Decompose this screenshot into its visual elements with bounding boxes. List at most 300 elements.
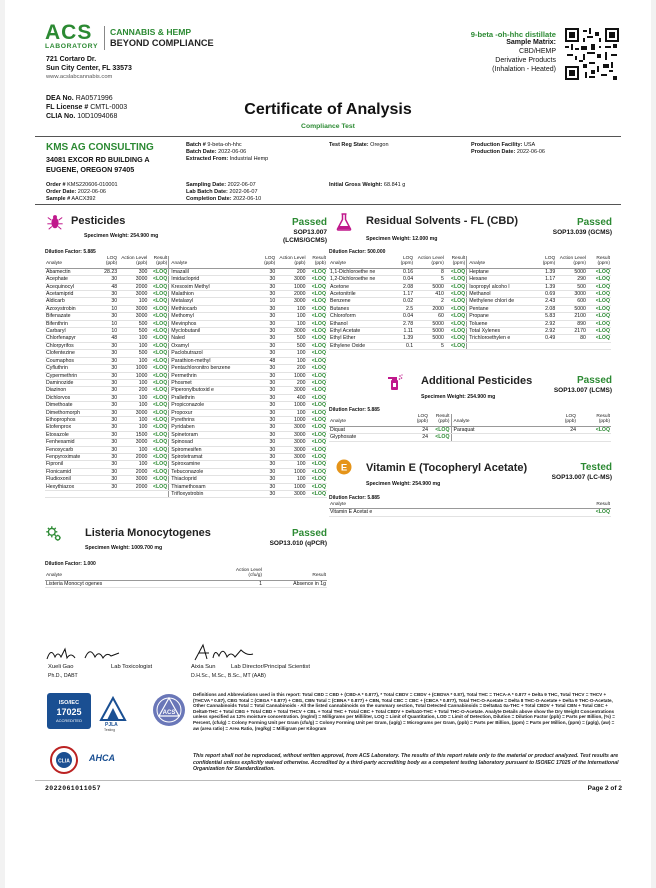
table-cell: 0.04 [388, 313, 414, 320]
table-cell: 30 [101, 394, 118, 401]
additional-weight: Specimen Weight: 254.900 mg [421, 394, 496, 400]
table-cell: Spinetoram [169, 431, 253, 438]
table-cell: 5.83 [530, 313, 556, 320]
client-name: KMS AG CONSULTING [46, 142, 154, 153]
table-cell: 30 [253, 402, 277, 409]
table-cell: 30 [253, 320, 277, 327]
table-row [329, 276, 611, 283]
table-cell: 2000 [118, 483, 148, 490]
pesticides-table [45, 256, 327, 498]
column-header: Result (ppb) [307, 256, 327, 268]
table-cell: <LOQ [569, 509, 611, 516]
table-cell: <LOQ [445, 313, 467, 320]
table-cell: <LOQ [307, 365, 327, 372]
table-cell: Isopropyl alcoho l [467, 283, 530, 290]
table-row [45, 580, 327, 587]
table-cell: <LOQ [307, 424, 327, 431]
table-cell: 30 [253, 476, 277, 483]
table-cell: 1000 [276, 402, 306, 409]
column-header: Analyte [467, 256, 530, 268]
table-cell: 30 [253, 439, 277, 446]
table-cell: 100 [276, 313, 306, 320]
vitamin-sop: SOP13.007 (LC-MS) [551, 474, 612, 481]
column-header: Analyte [169, 256, 253, 268]
table-cell: 100 [118, 342, 148, 349]
solvent-flask-icon [336, 213, 352, 231]
table-cell: 30 [101, 350, 118, 357]
table-cell: <LOQ [445, 291, 467, 298]
table-cell: <LOQ [445, 276, 467, 283]
vitamin-e-icon [336, 459, 352, 475]
table-cell: 3000 [276, 446, 306, 453]
table-row [45, 335, 327, 342]
table-cell: 290 [556, 276, 587, 283]
table-cell: 3000 [276, 453, 306, 460]
table-cell: 1000 [276, 468, 306, 475]
pesticides-weight: Specimen Weight: 254.900 mg [84, 233, 159, 239]
lab-address-2: Sun City Center, FL 33573 [46, 65, 132, 72]
table-row [45, 476, 327, 483]
table-cell: 100 [276, 409, 306, 416]
table-cell: 30 [101, 461, 118, 468]
table-cell: 1,1-Dichloroethe ne [329, 268, 388, 275]
table-cell: 28.23 [101, 268, 118, 275]
table-cell: <LOQ [148, 372, 168, 379]
table-cell: 30 [101, 372, 118, 379]
table-cell: <LOQ [148, 350, 168, 357]
column-header: Result [569, 502, 611, 509]
table-cell: 30 [101, 402, 118, 409]
table-cell: <LOQ [307, 483, 327, 490]
table-cell: 8 [414, 268, 445, 275]
table-cell: <LOQ [148, 387, 168, 394]
table-cell: Piperonylbutoxid e [169, 387, 253, 394]
table-cell: 30 [101, 431, 118, 438]
table-cell: 3000 [276, 431, 306, 438]
table-cell: Metalaxyl [169, 298, 253, 305]
table-cell: 2.43 [530, 298, 556, 305]
table-cell: <LOQ [148, 268, 168, 275]
pjla-sub: Testing [104, 728, 116, 732]
table-cell: Spinosad [169, 439, 253, 446]
definitions-text: Definitions and Abbreviations used in this report: Total CBD = CBD + (CBD-A * 0.877), * Total CBDV = CBDV + (CBDVA * 0.87), Total THC = THCA-A * 0.877 + Delta 9 THC, Total THCV = THCV + (THCVA * 0.87), CBG Total = (CBGA * 0.877) + CBG, CBN Total = (CBNA * 0.877) + CBN, Total CBC = CBC + (CBCA * 0.877), Total THC-O-Acetate = Delta 8 THC-O-Acetate + Delta 9 THC-O-Acetate, Other Cannabinoids Total = Total Cannabinoids - All the listed cannabinoids on the summary section, Total Detected Cannabinoids = Delta8a1 0a-THC + Total CBDV + Total CBN + Total CBC + Delta8-THC + Total CBG + Total CBD + Total THCV + CBL + Total THC + Total CBC + Total CBDV + Delta10-THC + Total THC-O-Acetate. Analyte Details above show the Dry Weight Concentrations unless specified as 12% moisture concentration. (mg/ml) = Milligrams per Milliliter, LOQ = Limit of Quantitation, LOD = Limit of Detection, Dilution = Dilution Factor (ppb) = Parts per Billion, (%) = Percent, (cfu/g) = Colony Forming Unit per Gram (cfu/g) = Colony Forming Unit per Gram, (ug/g) = Micrograms per Gram, (ppb) = Parts per Billion, (ppm) = Parts per Million, (ppm) = (µg/g), (aw) = aw (area ratio) = Area Ratio, (mg/kg) = Milligram per Kilogram [193, 692, 615, 731]
column-header: LOQ (ppm) [530, 256, 556, 268]
table-cell: <LOQ [307, 291, 327, 298]
tagline-1: CANNABIS & HEMP [110, 27, 192, 37]
table-cell: <LOQ [148, 409, 168, 416]
table-cell: <LOQ [148, 305, 168, 312]
sample-matrix-2: Derivative Products [495, 57, 556, 64]
sample-matrix-label: Sample Matrix: [506, 39, 556, 46]
table-cell: Acetone [329, 283, 388, 290]
table-cell: <LOQ [148, 379, 168, 386]
table-cell: Heptane [467, 268, 530, 275]
table-cell: Aldicarb [45, 298, 101, 305]
table-cell: Malathion [169, 291, 253, 298]
table-row [329, 313, 611, 320]
table-cell: 1.39 [530, 268, 556, 275]
table-cell: 5000 [556, 268, 587, 275]
table-cell: Tebuconazole [169, 468, 253, 475]
test-reg-state: Test Reg State: Oregon [329, 142, 389, 148]
table-cell: <LOQ [148, 416, 168, 423]
table-cell: 48 [253, 357, 277, 364]
table-cell: 1,2-Dichloroethe ne [329, 276, 388, 283]
lab-website: www.acslabcannabis.com [46, 74, 113, 80]
table-cell: 500 [276, 342, 306, 349]
table-row [329, 320, 611, 327]
table-cell [577, 434, 611, 441]
table-cell: 48 [101, 283, 118, 290]
additional-dilution: Dilution Factor: 5.885 [329, 407, 380, 413]
table-row [329, 305, 611, 312]
table-cell: <LOQ [148, 357, 168, 364]
table-cell: 2.08 [530, 305, 556, 312]
table-cell: 30 [253, 276, 277, 283]
table-cell: 30 [253, 431, 277, 438]
client-address-1: 34081 EXCOR RD BUILDING A [46, 155, 150, 164]
table-cell: Pyrethrins [169, 416, 253, 423]
client-rule [35, 204, 621, 205]
table-row [45, 298, 327, 305]
table-cell: Myclobutanil [169, 328, 253, 335]
fl-license: FL License # CMTL-0003 [46, 104, 128, 111]
table-cell: <LOQ [148, 298, 168, 305]
column-header: Analyte [329, 502, 569, 509]
table-cell: <LOQ [587, 291, 611, 298]
table-cell: Fipronil [45, 461, 101, 468]
table-cell: 3000 [118, 439, 148, 446]
table-cell: 100 [276, 357, 306, 364]
table-cell: Ethyl Ether [329, 335, 388, 342]
footer-rule [35, 780, 621, 781]
table-cell: <LOQ [307, 298, 327, 305]
table-row [329, 434, 611, 441]
table-cell: 30 [253, 461, 277, 468]
table-cell: <LOQ [307, 379, 327, 386]
table-cell: <LOQ [307, 446, 327, 453]
table-cell: Flonicamid [45, 468, 101, 475]
table-cell: 30 [253, 268, 277, 275]
table-row [45, 416, 327, 423]
table-cell: 30 [101, 365, 118, 372]
table-cell: 30 [101, 446, 118, 453]
table-cell: <LOQ [148, 291, 168, 298]
column-header: LOQ (ppm) [388, 256, 414, 268]
signer-2-name: Aixia Sun [191, 664, 216, 670]
table-cell: Diquat [329, 426, 407, 433]
table-cell: <LOQ [445, 342, 467, 349]
table-cell: Spiromesifen [169, 446, 253, 453]
table-cell: Pentane [467, 305, 530, 312]
pesticides-status: Passed [291, 217, 327, 228]
table-cell: 200 [276, 268, 306, 275]
sample-matrix-3: (Inhalation - Heated) [492, 66, 556, 73]
table-cell: 30 [253, 387, 277, 394]
column-header: LOQ (ppb) [253, 256, 277, 268]
table-cell: Fenhexamid [45, 439, 101, 446]
table-cell: Bifenthrin [45, 320, 101, 327]
table-cell: Kresoxim Methyl [169, 283, 253, 290]
sampling-date: Sampling Date: 2022-06-07 [186, 182, 256, 188]
table-cell: Parathion-methyl [169, 357, 253, 364]
table-cell: 1000 [276, 372, 306, 379]
table-cell: Propiconazole [169, 402, 253, 409]
column-header: Result [263, 568, 327, 580]
table-row [45, 439, 327, 446]
table-row [329, 335, 611, 342]
table-cell: Glyphosate [329, 434, 407, 441]
table-cell: 30 [101, 416, 118, 423]
table-cell: 10 [101, 328, 118, 335]
table-cell [101, 491, 118, 498]
table-cell: Thiamethoxam [169, 483, 253, 490]
logo-divider [104, 26, 105, 50]
column-header: LOQ (ppb) [101, 256, 118, 268]
table-cell: <LOQ [307, 461, 327, 468]
qr-code [565, 28, 619, 80]
table-cell: Ethoprophos [45, 416, 101, 423]
table-cell: <LOQ [148, 342, 168, 349]
table-cell: 30 [101, 313, 118, 320]
table-cell: Daminozide [45, 379, 101, 386]
table-cell: 1.39 [388, 335, 414, 342]
table-cell: 30 [101, 387, 118, 394]
table-cell: 1500 [118, 431, 148, 438]
table-cell: Acetamiprid [45, 291, 101, 298]
table-cell: 100 [118, 446, 148, 453]
disclaimer-text: This report shall not be reproduced, without written approval, from ACS Laboratory. The results of this report relate only to the material or product analyzed. Test results are confidential unless explicitly waived otherwise. Accredited by a third-party accrediting body as a competent testing laboratory pursuant to ISO/IEC 17025 of the International Organization for Standardization. [193, 753, 619, 773]
table-cell: Chloroform [329, 313, 388, 320]
table-cell: Ethyl Acetate [329, 328, 388, 335]
table-cell: <LOQ [307, 283, 327, 290]
table-cell: Diazinon [45, 387, 101, 394]
table-row [329, 328, 611, 335]
table-cell: Oxamyl [169, 342, 253, 349]
table-cell: Prallethrin [169, 394, 253, 401]
acs-logo-subtitle: LABORATORY [45, 43, 99, 50]
table-row [45, 365, 327, 372]
signer-1-role: Lab Toxicologist [111, 664, 153, 670]
table-cell [537, 434, 577, 441]
table-cell: 30 [253, 394, 277, 401]
table-cell: 2.5 [388, 305, 414, 312]
table-cell: 10 [101, 320, 118, 327]
table-cell: 30 [101, 453, 118, 460]
table-cell: Cypermethrin [45, 372, 101, 379]
listeria-gear-icon [45, 525, 62, 542]
table-cell: 0.69 [530, 291, 556, 298]
table-cell: Thiacloprid [169, 476, 253, 483]
signer-2-cred: D.H.Sc., M.Sc., B.Sc., MT (AAB) [191, 673, 266, 679]
table-cell: 30 [253, 305, 277, 312]
table-cell: <LOQ [307, 476, 327, 483]
table-row [329, 298, 611, 305]
table-cell: 30 [253, 491, 277, 498]
table-cell: 3000 [118, 313, 148, 320]
table-cell: Bifenazate [45, 313, 101, 320]
table-cell: <LOQ [587, 320, 611, 327]
table-row [45, 305, 327, 312]
table-cell: <LOQ [307, 431, 327, 438]
page-number: Page 2 of 2 [587, 785, 622, 792]
column-header: Result (ppb) [148, 256, 168, 268]
table-cell: 100 [276, 320, 306, 327]
table-row [45, 276, 327, 283]
signature-1 [45, 643, 155, 665]
table-cell: 30 [101, 357, 118, 364]
table-cell: Etoxazole [45, 431, 101, 438]
table-cell: 2000 [118, 283, 148, 290]
table-cell: Acephate [45, 276, 101, 283]
table-cell: 1000 [276, 483, 306, 490]
table-cell: 300 [118, 268, 148, 275]
table-cell: <LOQ [587, 298, 611, 305]
table-cell: 24 [407, 434, 429, 441]
solvents-weight: Specimen Weight: 12.000 mg [366, 236, 438, 242]
table-cell: 30 [101, 424, 118, 431]
table-cell: <LOQ [148, 328, 168, 335]
additional-sop: SOP13.007 (LCMS) [553, 387, 612, 394]
table-cell: 3000 [276, 328, 306, 335]
table-cell: <LOQ [148, 424, 168, 431]
table-cell: 10 [253, 298, 277, 305]
table-cell: 100 [118, 461, 148, 468]
table-cell: Pentachloronitro benzene [169, 365, 253, 372]
table-cell: 3000 [118, 409, 148, 416]
table-cell [556, 342, 587, 349]
column-header: Result (ppm) [445, 256, 467, 268]
table-cell: 3000 [276, 424, 306, 431]
sample-matrix-1: CBD/HEMP [519, 48, 556, 55]
table-cell: Propane [467, 313, 530, 320]
table-cell: <LOQ [307, 268, 327, 275]
table-cell: 30 [253, 283, 277, 290]
table-row [45, 320, 327, 327]
table-cell: 2.08 [388, 283, 414, 290]
table-cell: Coumaphos [45, 357, 101, 364]
table-cell: <LOQ [307, 357, 327, 364]
client-address-2: EUGENE, OREGON 97405 [46, 165, 135, 174]
table-cell: 100 [118, 424, 148, 431]
table-cell: Methylene chlori de [467, 298, 530, 305]
table-cell [467, 342, 530, 349]
column-header: Result (ppm) [587, 256, 611, 268]
table-cell: Azoxystrobin [45, 305, 101, 312]
order-date: Order Date: 2022-06-06 [46, 189, 106, 195]
table-cell: 100 [118, 357, 148, 364]
acs-logo: ACS [45, 21, 93, 44]
table-cell: 3000 [118, 305, 148, 312]
table-cell: 0.49 [530, 335, 556, 342]
svg-text:ACS: ACS [162, 710, 176, 716]
column-header: Analyte [45, 256, 101, 268]
table-row [45, 453, 327, 460]
table-cell: Phosmet [169, 379, 253, 386]
table-cell: Benzene [329, 298, 388, 305]
listeria-title: Listeria Monocytogenes [85, 527, 211, 539]
table-cell: 100 [118, 402, 148, 409]
table-cell: 3000 [118, 276, 148, 283]
table-row [45, 357, 327, 364]
table-cell: 1 [203, 580, 263, 587]
table-row [329, 283, 611, 290]
table-row [45, 379, 327, 386]
table-cell: 3000 [276, 298, 306, 305]
table-cell: 30 [101, 298, 118, 305]
table-row [45, 446, 327, 453]
table-row [45, 313, 327, 320]
table-cell: 500 [118, 320, 148, 327]
table-cell: <LOQ [587, 313, 611, 320]
table-cell: 30 [253, 468, 277, 475]
table-cell: Fenpyroximate [45, 453, 101, 460]
additional-table [329, 414, 611, 442]
table-cell: 80 [556, 335, 587, 342]
table-cell: 5000 [414, 335, 445, 342]
table-cell: <LOQ [587, 305, 611, 312]
table-cell: 5 [414, 342, 445, 349]
table-row [45, 409, 327, 416]
solvents-dilution: Dilution Factor: 500.000 [329, 249, 386, 255]
table-cell: 200 [118, 387, 148, 394]
table-cell: Spirotetramat [169, 453, 253, 460]
page-subtitle: Compliance Test [301, 123, 355, 130]
production-facility: Production Facility: USA [471, 142, 536, 148]
table-row [329, 509, 611, 516]
table-cell: Chlorfenapyr [45, 335, 101, 342]
listeria-table [45, 568, 327, 588]
table-cell: 400 [276, 394, 306, 401]
table-cell: <LOQ [148, 335, 168, 342]
table-cell: 100 [118, 298, 148, 305]
table-cell: <LOQ [307, 402, 327, 409]
table-cell: 100 [118, 416, 148, 423]
order-number: Order # KMS220606-010001 [46, 182, 118, 188]
column-header: Action Level (cfu/g) [203, 568, 263, 580]
table-cell: Etofenprox [45, 424, 101, 431]
table-cell: Acequinocyl [45, 283, 101, 290]
table-row [45, 387, 327, 394]
table-cell: <LOQ [307, 328, 327, 335]
table-cell: 1000 [118, 365, 148, 372]
table-cell: 2 [414, 298, 445, 305]
table-row [45, 372, 327, 379]
table-row [45, 424, 327, 431]
table-cell: <LOQ [307, 394, 327, 401]
table-cell: <LOQ [587, 283, 611, 290]
solvents-sop: SOP13.039 (GCMS) [552, 229, 612, 236]
table-cell: <LOQ [307, 468, 327, 475]
table-cell: Toluene [467, 320, 530, 327]
table-cell: 30 [253, 379, 277, 386]
table-cell: <LOQ [307, 313, 327, 320]
table-cell: 2.78 [388, 320, 414, 327]
table-cell: <LOQ [148, 320, 168, 327]
table-cell: 10 [101, 305, 118, 312]
footer-id: 2022061011057 [45, 785, 101, 792]
table-cell: <LOQ [307, 491, 327, 498]
table-cell: 0.02 [388, 298, 414, 305]
table-cell: Total Xylenes [467, 328, 530, 335]
column-header: LOQ (ppb) [407, 414, 429, 426]
table-cell: 30 [101, 276, 118, 283]
table-header-row [45, 568, 327, 580]
table-cell: Pyridaben [169, 424, 253, 431]
table-cell: 30 [101, 476, 118, 483]
table-cell: <LOQ [445, 320, 467, 327]
pesticide-bug-icon [46, 213, 64, 231]
